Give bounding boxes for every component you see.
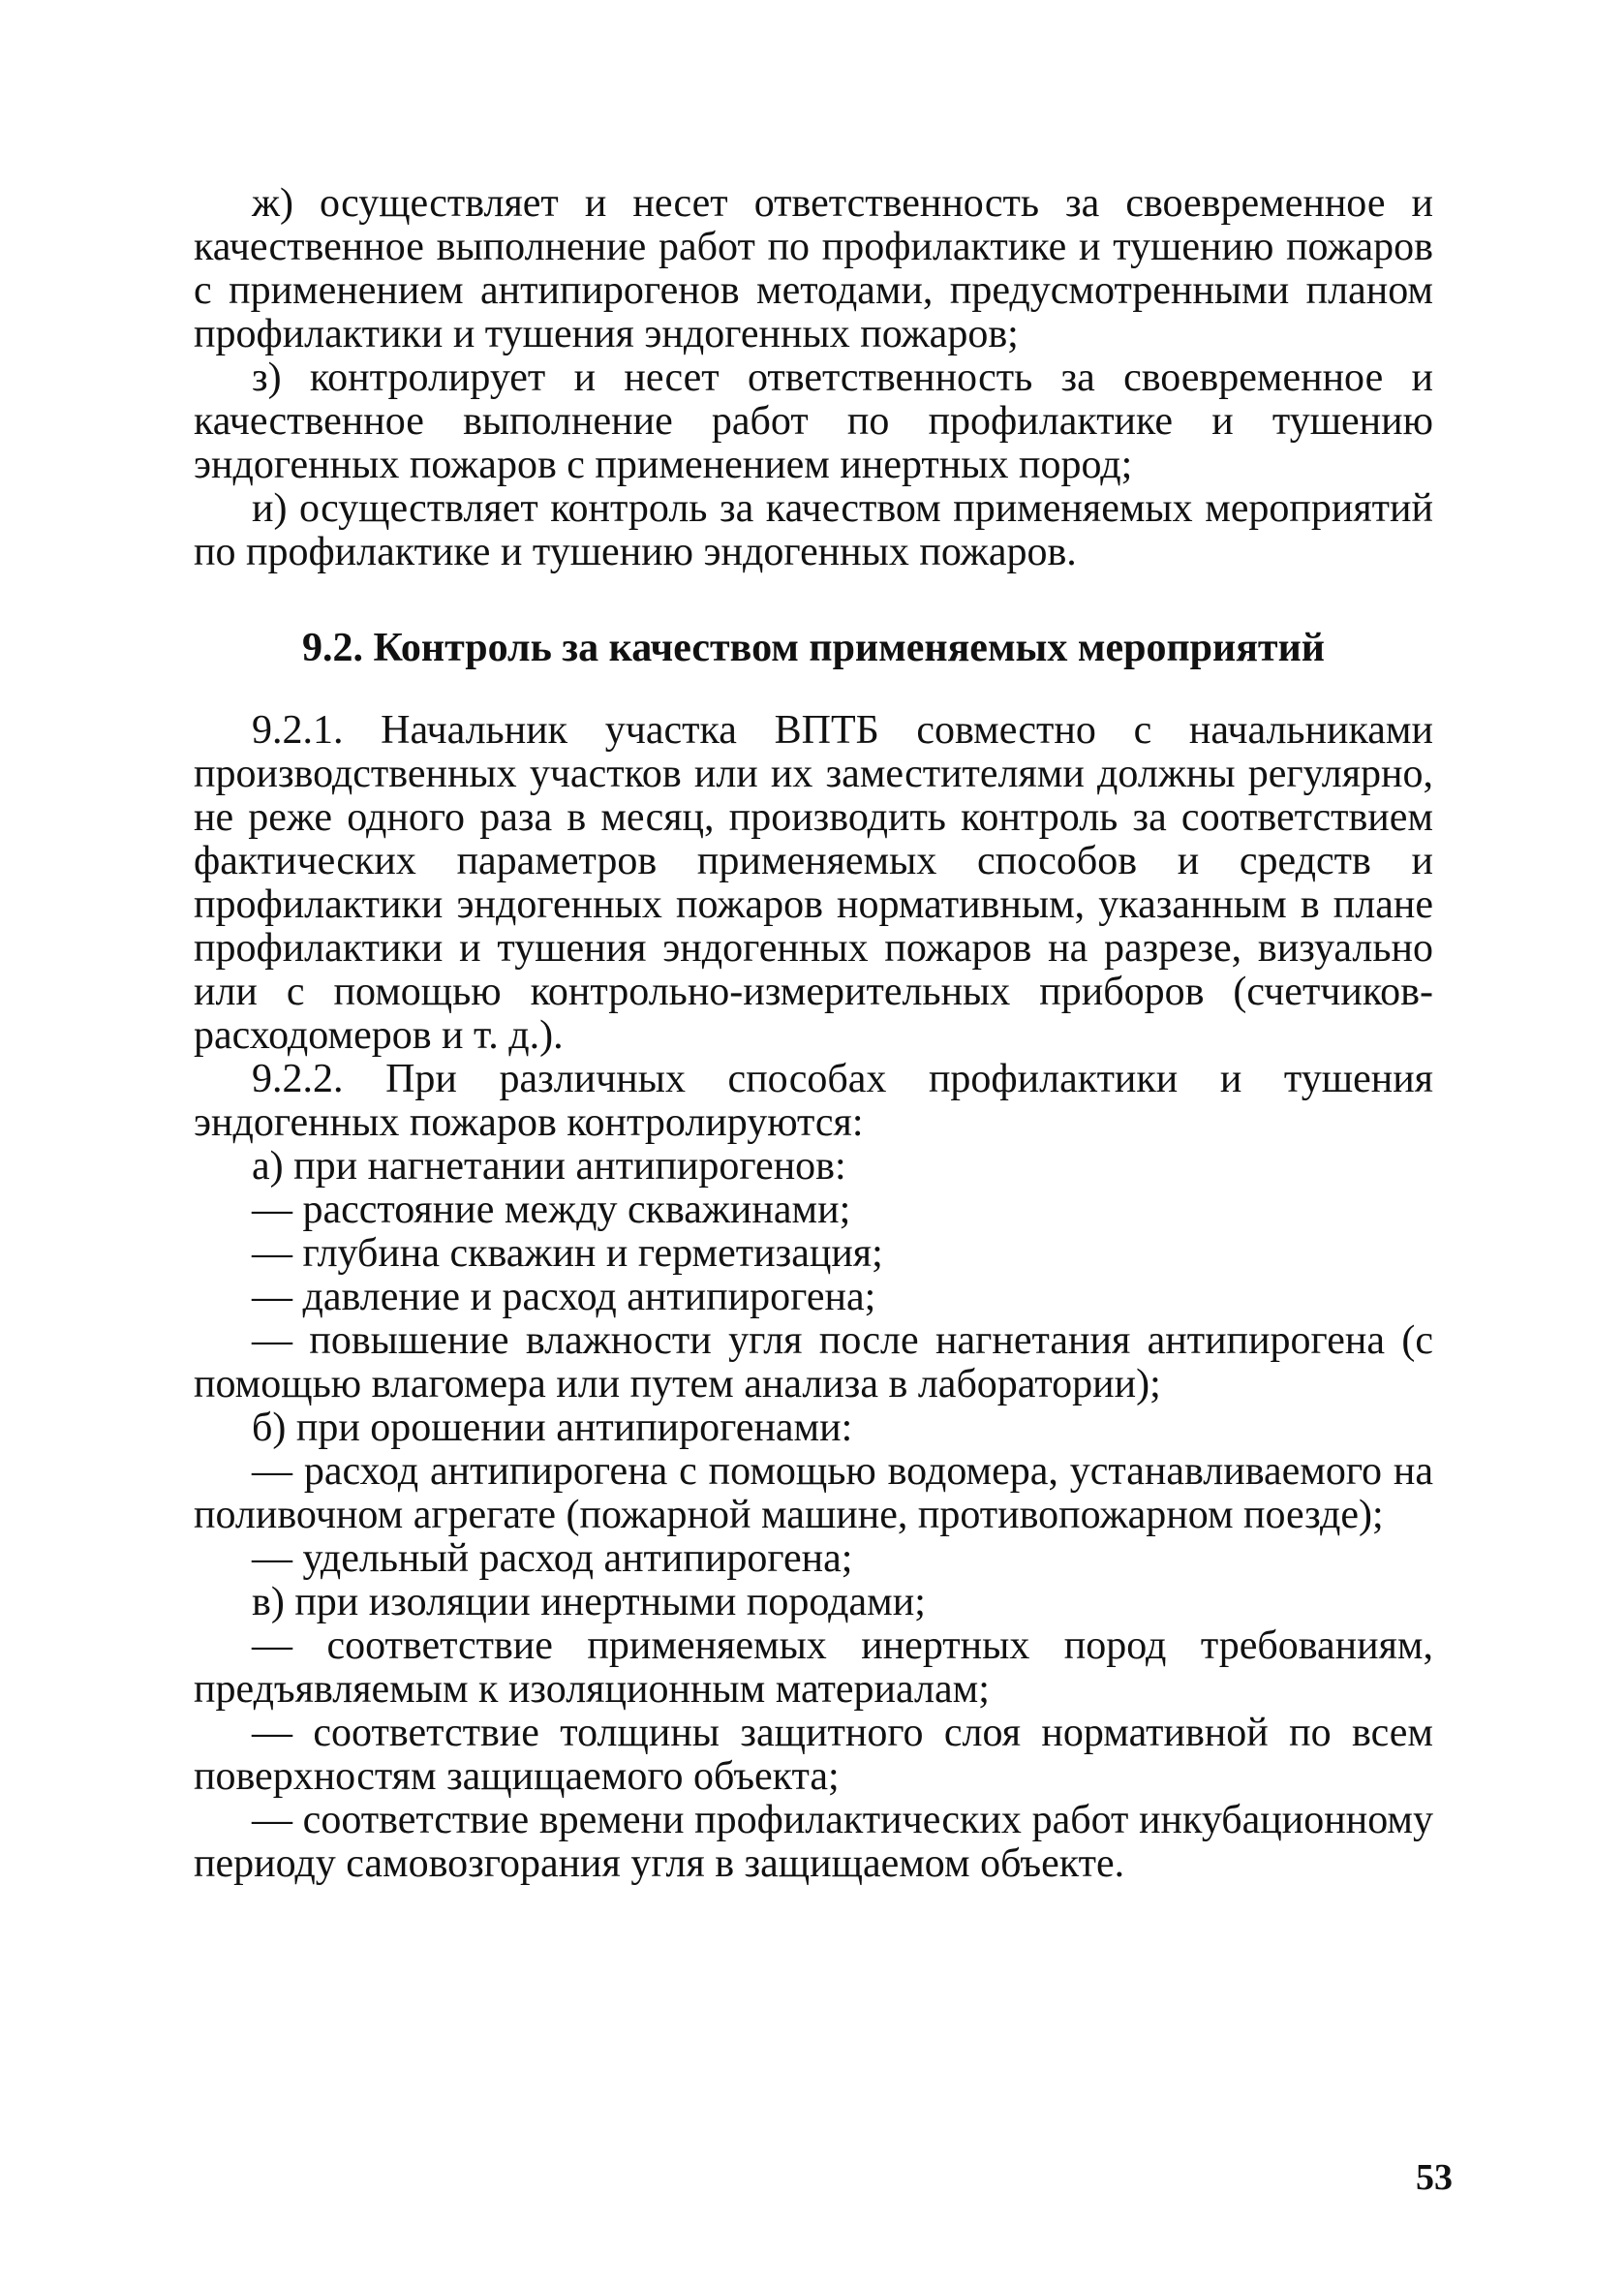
section-heading: 9.2. Контроль за качеством применяемых мероприятий [302,626,1325,670]
list-heading-b: б) при орошении антипирогенами: [252,1406,853,1450]
paragraph-9-2-1: 9.2.1. Начальник участка ВПТБ совместно с начальниками производственных участков или их заместителями должны регулярно, не реже одного раза в месяц, производить контроль за соответствием фактических параметров применяемых способов и средств и профилактики эндогенных пожаров нормативным, указанным в плане профилактики и тушения эндогенных пожаров на разрезе, визуально или с помощью контрольно-измерительных приборов (счетчиков-расходомеров и т. д.). [194,708,1433,1058]
paragraph-9-2-2: 9.2.2. При различных способах профилактики и тушения эндогенных пожаров контролируются: [194,1057,1433,1145]
list-item: — расстояние между скважинами; [252,1188,851,1232]
document-page [194,182,1433,1886]
list-heading-a: а) при нагнетании антипирогенов: [252,1144,846,1189]
list-item: — соответствие толщины защитного слоя нормативной по всем поверхностям защищаемого объекта; [194,1711,1433,1799]
paragraph-item-i: и) осуществляет контроль за качеством применяемых мероприятий по профилактике и тушению эндогенных пожаров. [194,486,1433,574]
list-item: — удельный расход антипирогена; [252,1536,853,1581]
list-item: — повышение влажности угля после нагнетания антипирогена (с помощью влагомера или путем анализа в лаборатории); [194,1318,1433,1406]
page-number: 53 [1416,2157,1453,2198]
list-item: — давление и расход антипирогена; [252,1275,876,1319]
paragraph-item-zh: ж) осуществляет и несет ответственность за своевременное и качественное выполнение работ по профилактике и тушению пожаров с применением антипирогенов методами, предусмотренными планом профилактики и тушения эндогенных пожаров; [194,181,1433,356]
paragraph-item-z: з) контролирует и несет ответственность за своевременное и качественное выполнение работ по профилактике и тушению эндогенных пожаров с применением инертных пород; [194,355,1433,487]
list-item: — соответствие времени профилактических работ инкубационному периоду самовозгорания угля в защищаемом объекте. [194,1798,1433,1886]
list-item: — расход антипирогена с помощью водомера, устанавливаемого на поливочном агрегате (пожарной машине, противопожарном поезде); [194,1449,1433,1537]
list-heading-v: в) при изоляции инертными породами; [252,1580,926,1624]
list-item: — соответствие применяемых инертных пород требованиям, предъявляемым к изоляционным материалам; [194,1623,1433,1712]
list-item: — глубина скважин и герметизация; [252,1231,883,1276]
